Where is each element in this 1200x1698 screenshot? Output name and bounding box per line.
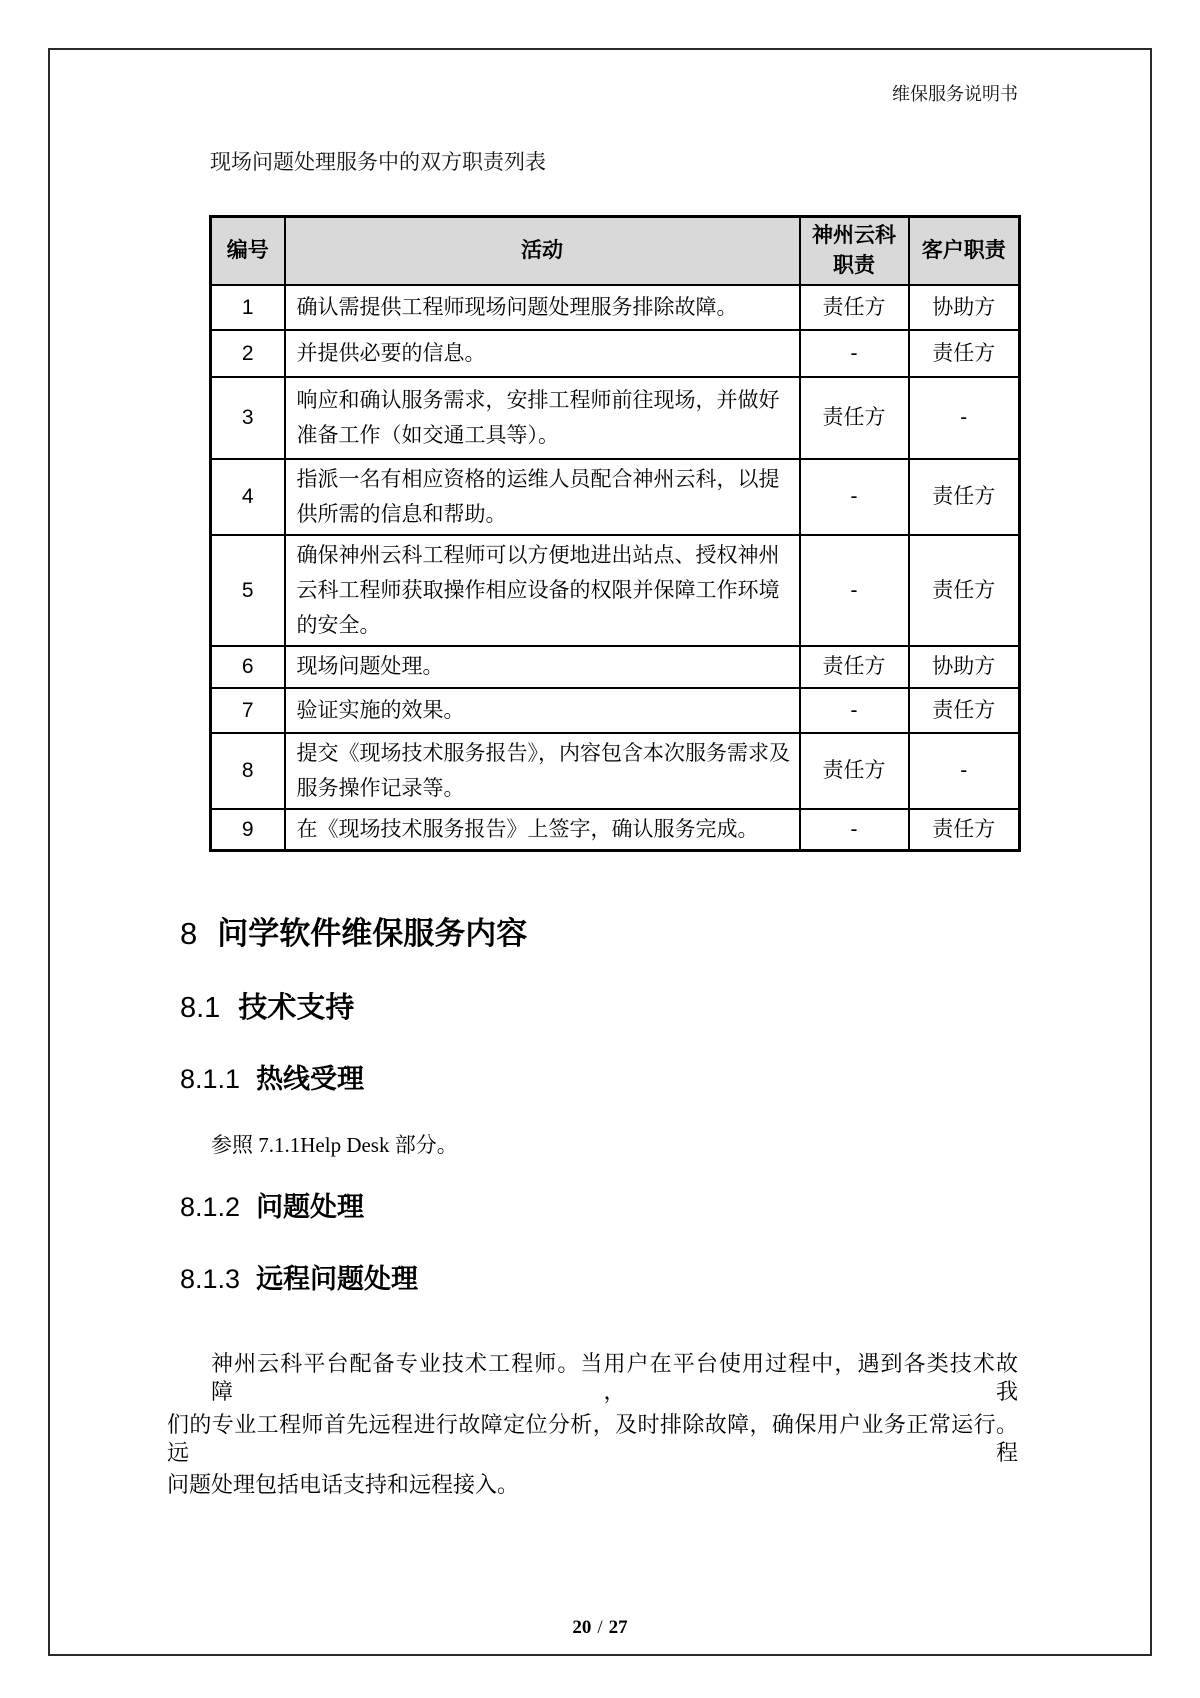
document-header-title: 维保服务说明书 [892, 84, 1018, 104]
reference-note: 参照 7.1.1Help Desk 部分。 [211, 1133, 458, 1157]
section-heading-8-1 [180, 992, 354, 1025]
col-header-vendor: 神州云科 职责 [800, 217, 909, 285]
cell-id: 1 [211, 285, 285, 330]
cell-customer-role: - [909, 733, 1020, 809]
table-caption: 现场问题处理服务中的双方职责列表 [210, 151, 546, 174]
section-title: 远程问题处理 [256, 1264, 419, 1294]
table-header-row [211, 217, 1020, 285]
cell-customer-role: 协助方 [909, 285, 1020, 330]
col-header-activity: 活动 [285, 217, 800, 285]
table-row [211, 688, 1020, 733]
cell-vendor-role: - [800, 809, 909, 851]
col-header-customer: 客户职责 [909, 217, 1020, 285]
section-number: 8.1.1 [180, 1064, 241, 1094]
section-heading-8-1-3 [180, 1264, 418, 1295]
section-heading-8-1-2 [180, 1192, 364, 1223]
cell-vendor-role: - [800, 688, 909, 733]
table-row [211, 377, 1020, 459]
paragraph-line: 们的专业工程师首先远程进行故障定位分析，及时排除故障，确保用户业务正常运行。远程 [167, 1412, 1018, 1465]
col-header-id: 编号 [211, 217, 285, 285]
cell-id: 4 [211, 459, 285, 535]
cell-vendor-role: 责任方 [800, 733, 909, 809]
section-title: 问题处理 [256, 1192, 365, 1222]
section-heading-8 [180, 916, 527, 952]
page-number-separator: / [597, 1617, 603, 1638]
section-heading-8-1-1 [180, 1064, 364, 1095]
cell-activity: 在《现场技术服务报告》上签字，确认服务完成。 [285, 809, 800, 851]
paragraph-line: 神州云科平台配备专业技术工程师。当用户在平台使用过程中，遇到各类技术故障，我 [211, 1351, 1018, 1404]
table-row [211, 646, 1020, 688]
cell-vendor-role: 责任方 [800, 646, 909, 688]
paragraph-line: 问题处理包括电话支持和远程接入。 [167, 1472, 520, 1497]
cell-customer-role: 责任方 [909, 809, 1020, 851]
table-row [211, 809, 1020, 851]
cell-activity: 提交《现场技术服务报告》，内容包含本次服务需求及服务操作记录等。 [285, 733, 800, 809]
section-number: 8.1.2 [180, 1192, 241, 1222]
table-row [211, 459, 1020, 535]
cell-id: 5 [211, 535, 285, 646]
section-title: 技术支持 [238, 992, 355, 1024]
cell-customer-role: - [909, 377, 1020, 459]
cell-customer-role: 责任方 [909, 688, 1020, 733]
cell-customer-role: 责任方 [909, 330, 1020, 377]
cell-id: 7 [211, 688, 285, 733]
section-number: 8.1.3 [180, 1264, 241, 1294]
cell-id: 6 [211, 646, 285, 688]
cell-activity: 响应和确认服务需求，安排工程师前往现场，并做好准备工作（如交通工具等）。 [285, 377, 800, 459]
cell-vendor-role: - [800, 330, 909, 377]
cell-customer-role: 责任方 [909, 459, 1020, 535]
section-title: 问学软件维保服务内容 [217, 916, 528, 951]
table-row [211, 330, 1020, 377]
cell-customer-role: 责任方 [909, 535, 1020, 646]
cell-customer-role: 协助方 [909, 646, 1020, 688]
cell-activity: 并提供必要的信息。 [285, 330, 800, 377]
cell-id: 3 [211, 377, 285, 459]
table-row [211, 733, 1020, 809]
section-number: 8.1 [180, 992, 221, 1024]
cell-id: 8 [211, 733, 285, 809]
responsibility-table [209, 215, 1021, 852]
cell-id: 2 [211, 330, 285, 377]
cell-vendor-role: - [800, 459, 909, 535]
table-row [211, 285, 1020, 330]
cell-activity: 现场问题处理。 [285, 646, 800, 688]
current-page-number: 20 [572, 1617, 592, 1638]
cell-activity: 确认需提供工程师现场问题处理服务排除故障。 [285, 285, 800, 330]
cell-vendor-role: 责任方 [800, 285, 909, 330]
total-page-number: 27 [608, 1617, 628, 1638]
cell-id: 9 [211, 809, 285, 851]
cell-vendor-role: - [800, 535, 909, 646]
table-row [211, 535, 1020, 646]
cell-activity: 确保神州云科工程师可以方便地进出站点、授权神州云科工程师获取操作相应设备的权限并保障工作环境的安全。 [285, 535, 800, 646]
cell-vendor-role: 责任方 [800, 377, 909, 459]
cell-activity: 验证实施的效果。 [285, 688, 800, 733]
section-title: 热线受理 [256, 1064, 365, 1094]
section-number: 8 [180, 916, 198, 951]
cell-activity: 指派一名有相应资格的运维人员配合神州云科，以提供所需的信息和帮助。 [285, 459, 800, 535]
page-number-footer [48, 1616, 1152, 1640]
